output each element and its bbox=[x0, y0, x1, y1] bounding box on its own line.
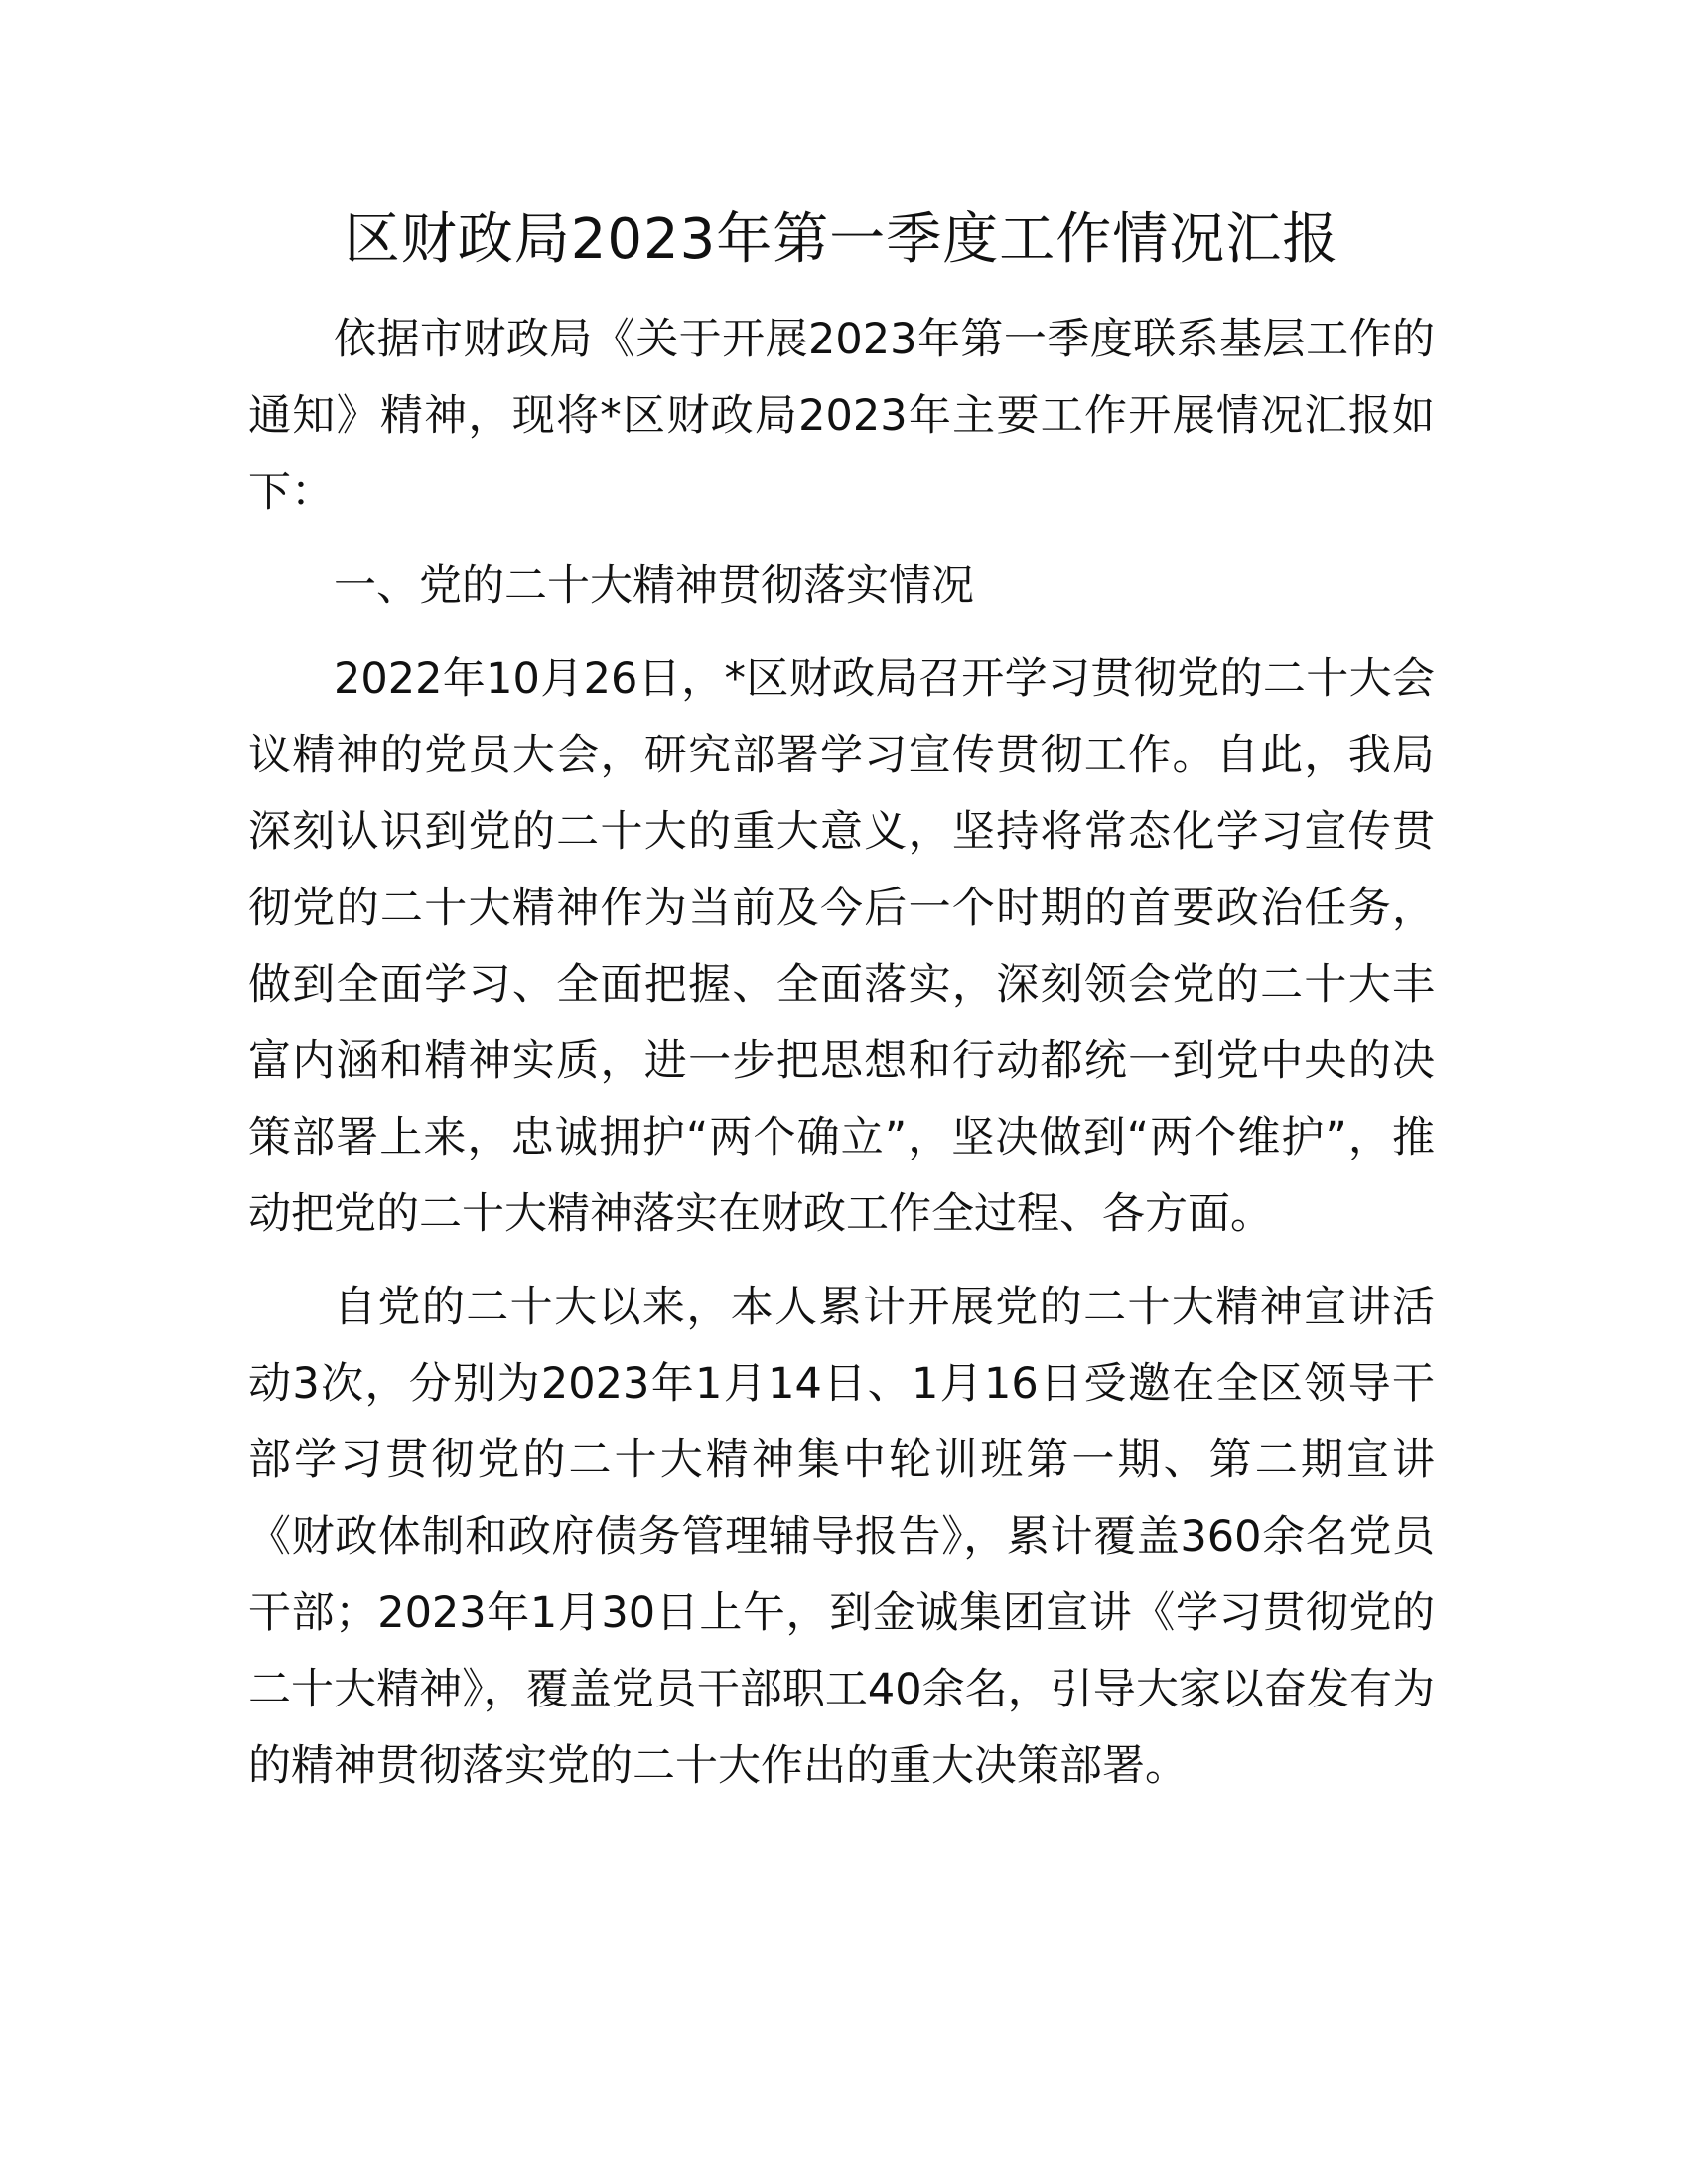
document-body bbox=[248, 199, 1435, 1822]
document-title: 区财政局2023年第一季度工作情况汇报 bbox=[344, 207, 1339, 272]
intro-paragraph: 依据市财政局《关于开展2023年第一季度联系基层工作的通知》精神，现将*区财政局2023年主要工作开展情况汇报如下： bbox=[248, 315, 1435, 517]
body-paragraph: 2022年10月26日，*区财政局召开学习贯彻党的二十大会议精神的党员大会，研究部署学习宣传贯彻工作。自此，我局深刻认识到党的二十大的重大意义，坚持将常态化学习宣传贯彻党的二十大精神作为当前及今后一个时期的首要政治任务，做到全面学习、全面把握、全面落实，深刻领会党的二十大丰富内涵和精神实质，进一步把思想和行动都统一到党中央的决策部署上来，忠诚拥护“两个确立”，坚决做到“两个维护”，推动把党的二十大精神落实在财政工作全过程、各方面。 bbox=[248, 654, 1435, 1239]
section-heading: 一、党的二十大精神贯彻落实情况 bbox=[334, 561, 974, 611]
body-paragraph: 自党的二十大以来，本人累计开展党的二十大精神宣讲活动3次，分别为2023年1月14日、1月16日受邀在全区领导干部学习贯彻党的二十大精神集中轮训班第一期、第二期宣讲《财政体制和政府债务管理辅导报告》，累计覆盖360余名党员干部；2023年1月30日上午，到金诚集团宣讲《学习贯彻党的二十大精神》，覆盖党员干部职工40余名，引导大家以奋发有为的精神贯彻落实党的二十大作出的重大决策部署。 bbox=[248, 1283, 1435, 1791]
